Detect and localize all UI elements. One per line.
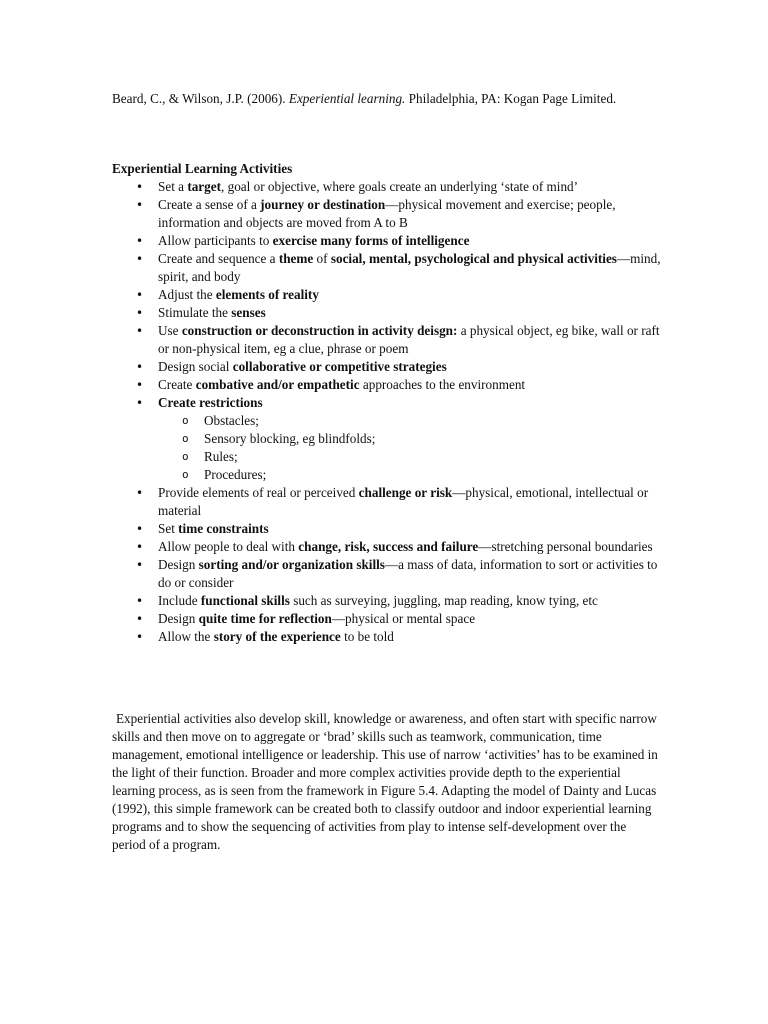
list-item: • Create combative and/or empathetic approaches to the environment: [112, 376, 672, 394]
body-paragraph: Experiential activities also develop skill, knowledge or awareness, and often start with specific narrow skills and then move on to aggregate or ‘brad’ skills such as teamwork, communication, time management, emotional intelligence or leadership. This use of narrow ‘activities’ has to be examined in the light of their function. Broader and more complex activities provide depth to the experiential learning process, as is seen from the framework in Figure 5.4. Adapting the model of Dainty and Lucas (1992), this simple framework can be created both to classify outdoor and indoor experiential learning programs and to show the sequencing of activities from play to intense self-development over the period of a program.: [112, 711, 658, 852]
citation-title: Experiential learning.: [288, 91, 406, 106]
sublist-item: o Obstacles;: [158, 412, 672, 430]
restrictions-sublist: [158, 412, 672, 484]
list-item: • Design social collaborative or competitive strategies: [112, 358, 672, 376]
list-item: • Create and sequence a theme of social, mental, psychological and physical activities—mind, spirit, and body: [112, 250, 672, 286]
activities-list: [112, 178, 672, 646]
list-item: • Design sorting and/or organization skills—a mass of data, information to sort or activities to do or consider: [112, 556, 672, 592]
citation: [112, 90, 672, 108]
list-item: • Include functional skills such as surveying, juggling, map reading, know tying, etc: [112, 592, 672, 610]
list-item: • Set time constraints: [112, 520, 672, 538]
list-item: • Allow participants to exercise many forms of intelligence: [112, 232, 672, 250]
sublist-item: o Sensory blocking, eg blindfolds;: [158, 430, 672, 448]
list-item: • Allow the story of the experience to be told: [112, 628, 672, 646]
list-item: • Adjust the elements of reality: [112, 286, 672, 304]
list-item: • Create a sense of a journey or destination—physical movement and exercise; people, information and objects are moved from A to B: [112, 196, 672, 232]
list-item: • Allow people to deal with change, risk, success and failure—stretching personal boundaries: [112, 538, 672, 556]
list-item: • Create restrictions o Obstacles; o Sensory blocking, eg blindfolds; o Rules; o Procedures;: [112, 394, 672, 484]
list-item: • Provide elements of real or perceived challenge or risk—physical, emotional, intellectual or material: [112, 484, 672, 520]
list-item: • Design quite time for reflection—physical or mental space: [112, 610, 672, 628]
sublist-item: o Procedures;: [158, 466, 672, 484]
list-item: • Stimulate the senses: [112, 304, 672, 322]
sublist-item: o Rules;: [158, 448, 672, 466]
list-item: • Use construction or deconstruction in activity deisgn: a physical object, eg bike, wall or raft or non-physical item, eg a clue, phrase or poem: [112, 322, 672, 358]
list-item: • Set a target, goal or objective, where goals create an underlying ‘state of mind’: [112, 178, 672, 196]
citation-authors: Beard, C., & Wilson, J.P. (2006).: [112, 91, 289, 106]
citation-publisher: Philadelphia, PA: Kogan Page Limited.: [405, 91, 617, 106]
section-heading: Experiential Learning Activities: [112, 161, 293, 176]
